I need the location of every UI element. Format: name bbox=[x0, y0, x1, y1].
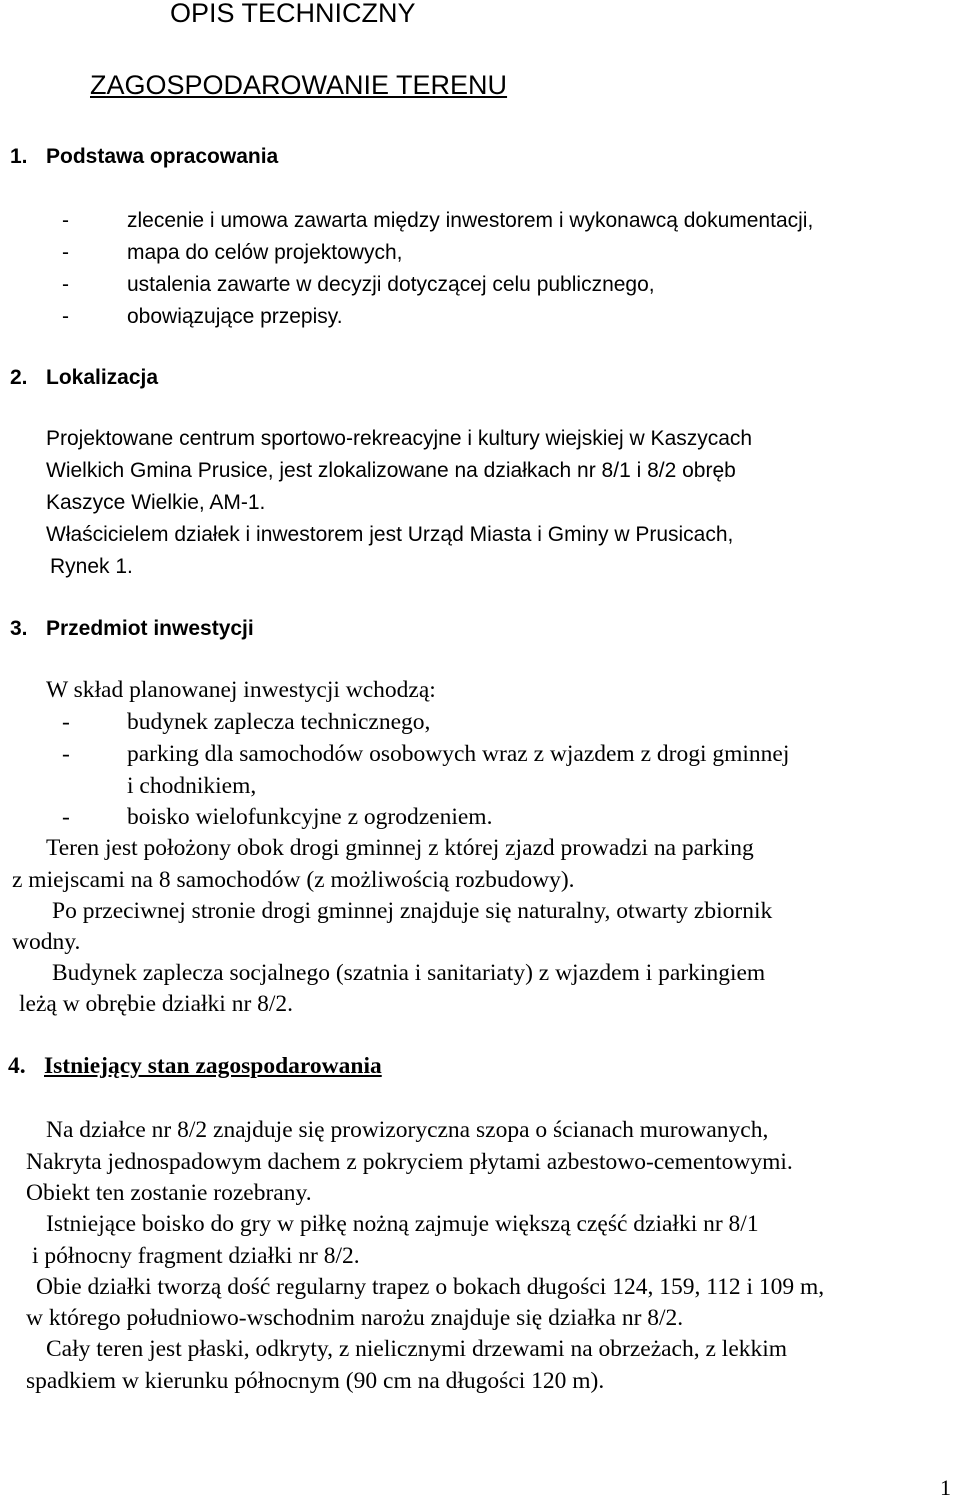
list-item-text: boisko wielofunkcyjne z ogrodzeniem. bbox=[127, 804, 493, 830]
paragraph-line: wodny. bbox=[12, 929, 81, 955]
paragraph-line: i północny fragment działki nr 8/2. bbox=[32, 1243, 360, 1269]
paragraph-line: Kaszyce Wielkie, AM-1. bbox=[46, 491, 266, 514]
section-4-number: 4. bbox=[8, 1053, 26, 1079]
list-item-text: mapa do celów projektowych, bbox=[127, 241, 403, 264]
section-3-title: Przedmiot inwestycji bbox=[46, 617, 254, 640]
section-3-intro: W skład planowanej inwestycji wchodzą: bbox=[46, 677, 436, 703]
paragraph-line: Właścicielem działek i inwestorem jest Urząd Miasta i Gminy w Prusicach, bbox=[46, 523, 734, 546]
paragraph-line: Projektowane centrum sportowo-rekreacyjne i kultury wiejskiej w Kaszycach bbox=[46, 427, 753, 450]
section-3-number: 3. bbox=[10, 617, 28, 640]
section-1-item bbox=[62, 242, 402, 263]
document-subtitle: ZAGOSPODAROWANIE TERENU bbox=[90, 70, 508, 100]
list-bullet: - bbox=[62, 709, 70, 735]
document-title: OPIS TECHNICZNY bbox=[170, 0, 416, 28]
section-1-heading bbox=[10, 146, 278, 167]
paragraph-line: Obiekt ten zostanie rozebrany. bbox=[26, 1180, 312, 1206]
paragraph-line: Na działce nr 8/2 znajduje się prowizoryczna szopa o ścianach murowanych, bbox=[46, 1117, 769, 1143]
section-3-item-continuation: i chodnikiem, bbox=[127, 773, 257, 799]
section-2-heading bbox=[10, 367, 158, 388]
section-3-item bbox=[62, 806, 492, 830]
section-1-title: Podstawa opracowania bbox=[46, 145, 279, 168]
section-4-heading bbox=[8, 1055, 382, 1079]
section-3-item bbox=[62, 711, 430, 735]
list-item-text: parking dla samochodów osobowych wraz z wjazdem z drogi gminnej bbox=[127, 741, 790, 767]
paragraph-line: Rynek 1. bbox=[50, 555, 133, 578]
section-4-title: Istniejący stan zagospodarowania bbox=[44, 1053, 382, 1079]
section-3-heading bbox=[10, 618, 254, 639]
list-item-text: budynek zaplecza technicznego, bbox=[127, 709, 431, 735]
paragraph-line: Nakryta jednospadowym dachem z pokryciem płytami azbestowo-cementowymi. bbox=[26, 1149, 793, 1175]
section-3-item bbox=[62, 743, 789, 767]
paragraph-line: Teren jest położony obok drogi gminnej z której zjazd prowadzi na parking bbox=[46, 835, 754, 861]
paragraph-line: Po przeciwnej stronie drogi gminnej znajduje się naturalny, otwarty zbiornik bbox=[52, 898, 773, 924]
list-bullet: - bbox=[62, 241, 69, 264]
list-bullet: - bbox=[62, 305, 69, 328]
section-1-number: 1. bbox=[10, 145, 28, 168]
section-1-item bbox=[62, 210, 813, 231]
list-bullet: - bbox=[62, 741, 70, 767]
paragraph-line: spadkiem w kierunku północnym (90 cm na długości 120 m). bbox=[26, 1368, 605, 1394]
list-item-text: zlecenie i umowa zawarta między inwestorem i wykonawcą dokumentacji, bbox=[127, 209, 814, 232]
section-1-item bbox=[62, 306, 343, 327]
paragraph-line: z miejscami na 8 samochodów (z możliwością rozbudowy). bbox=[12, 867, 575, 893]
paragraph-line: w którego południowo-wschodnim narożu znajduje się działka nr 8/2. bbox=[26, 1305, 684, 1331]
section-1-item bbox=[62, 274, 655, 295]
list-bullet: - bbox=[62, 273, 69, 296]
section-2-number: 2. bbox=[10, 366, 28, 389]
section-2-title: Lokalizacja bbox=[46, 366, 159, 389]
list-item-text: ustalenia zawarte w decyzji dotyczącej celu publicznego, bbox=[127, 273, 655, 296]
list-bullet: - bbox=[62, 209, 69, 232]
paragraph-line: Budynek zaplecza socjalnego (szatnia i sanitariaty) z wjazdem i parkingiem bbox=[52, 960, 766, 986]
paragraph-line: Istniejące boisko do gry w piłkę nożną zajmuje większą część działki nr 8/1 bbox=[46, 1211, 759, 1237]
paragraph-line: Cały teren jest płaski, odkryty, z nielicznymi drzewami na obrzeżach, z lekkim bbox=[46, 1336, 788, 1362]
paragraph-line: leżą w obrębie działki nr 8/2. bbox=[19, 991, 294, 1017]
paragraph-line: Wielkich Gmina Prusice, jest zlokalizowane na działkach nr 8/1 i 8/2 obręb bbox=[46, 459, 736, 482]
page-number: 1 bbox=[940, 1475, 951, 1500]
paragraph-line: Obie działki tworzą dość regularny trapez o bokach długości 124, 159, 112 i 109 m, bbox=[36, 1274, 825, 1300]
list-bullet: - bbox=[62, 804, 70, 830]
list-item-text: obowiązujące przepisy. bbox=[127, 305, 343, 328]
